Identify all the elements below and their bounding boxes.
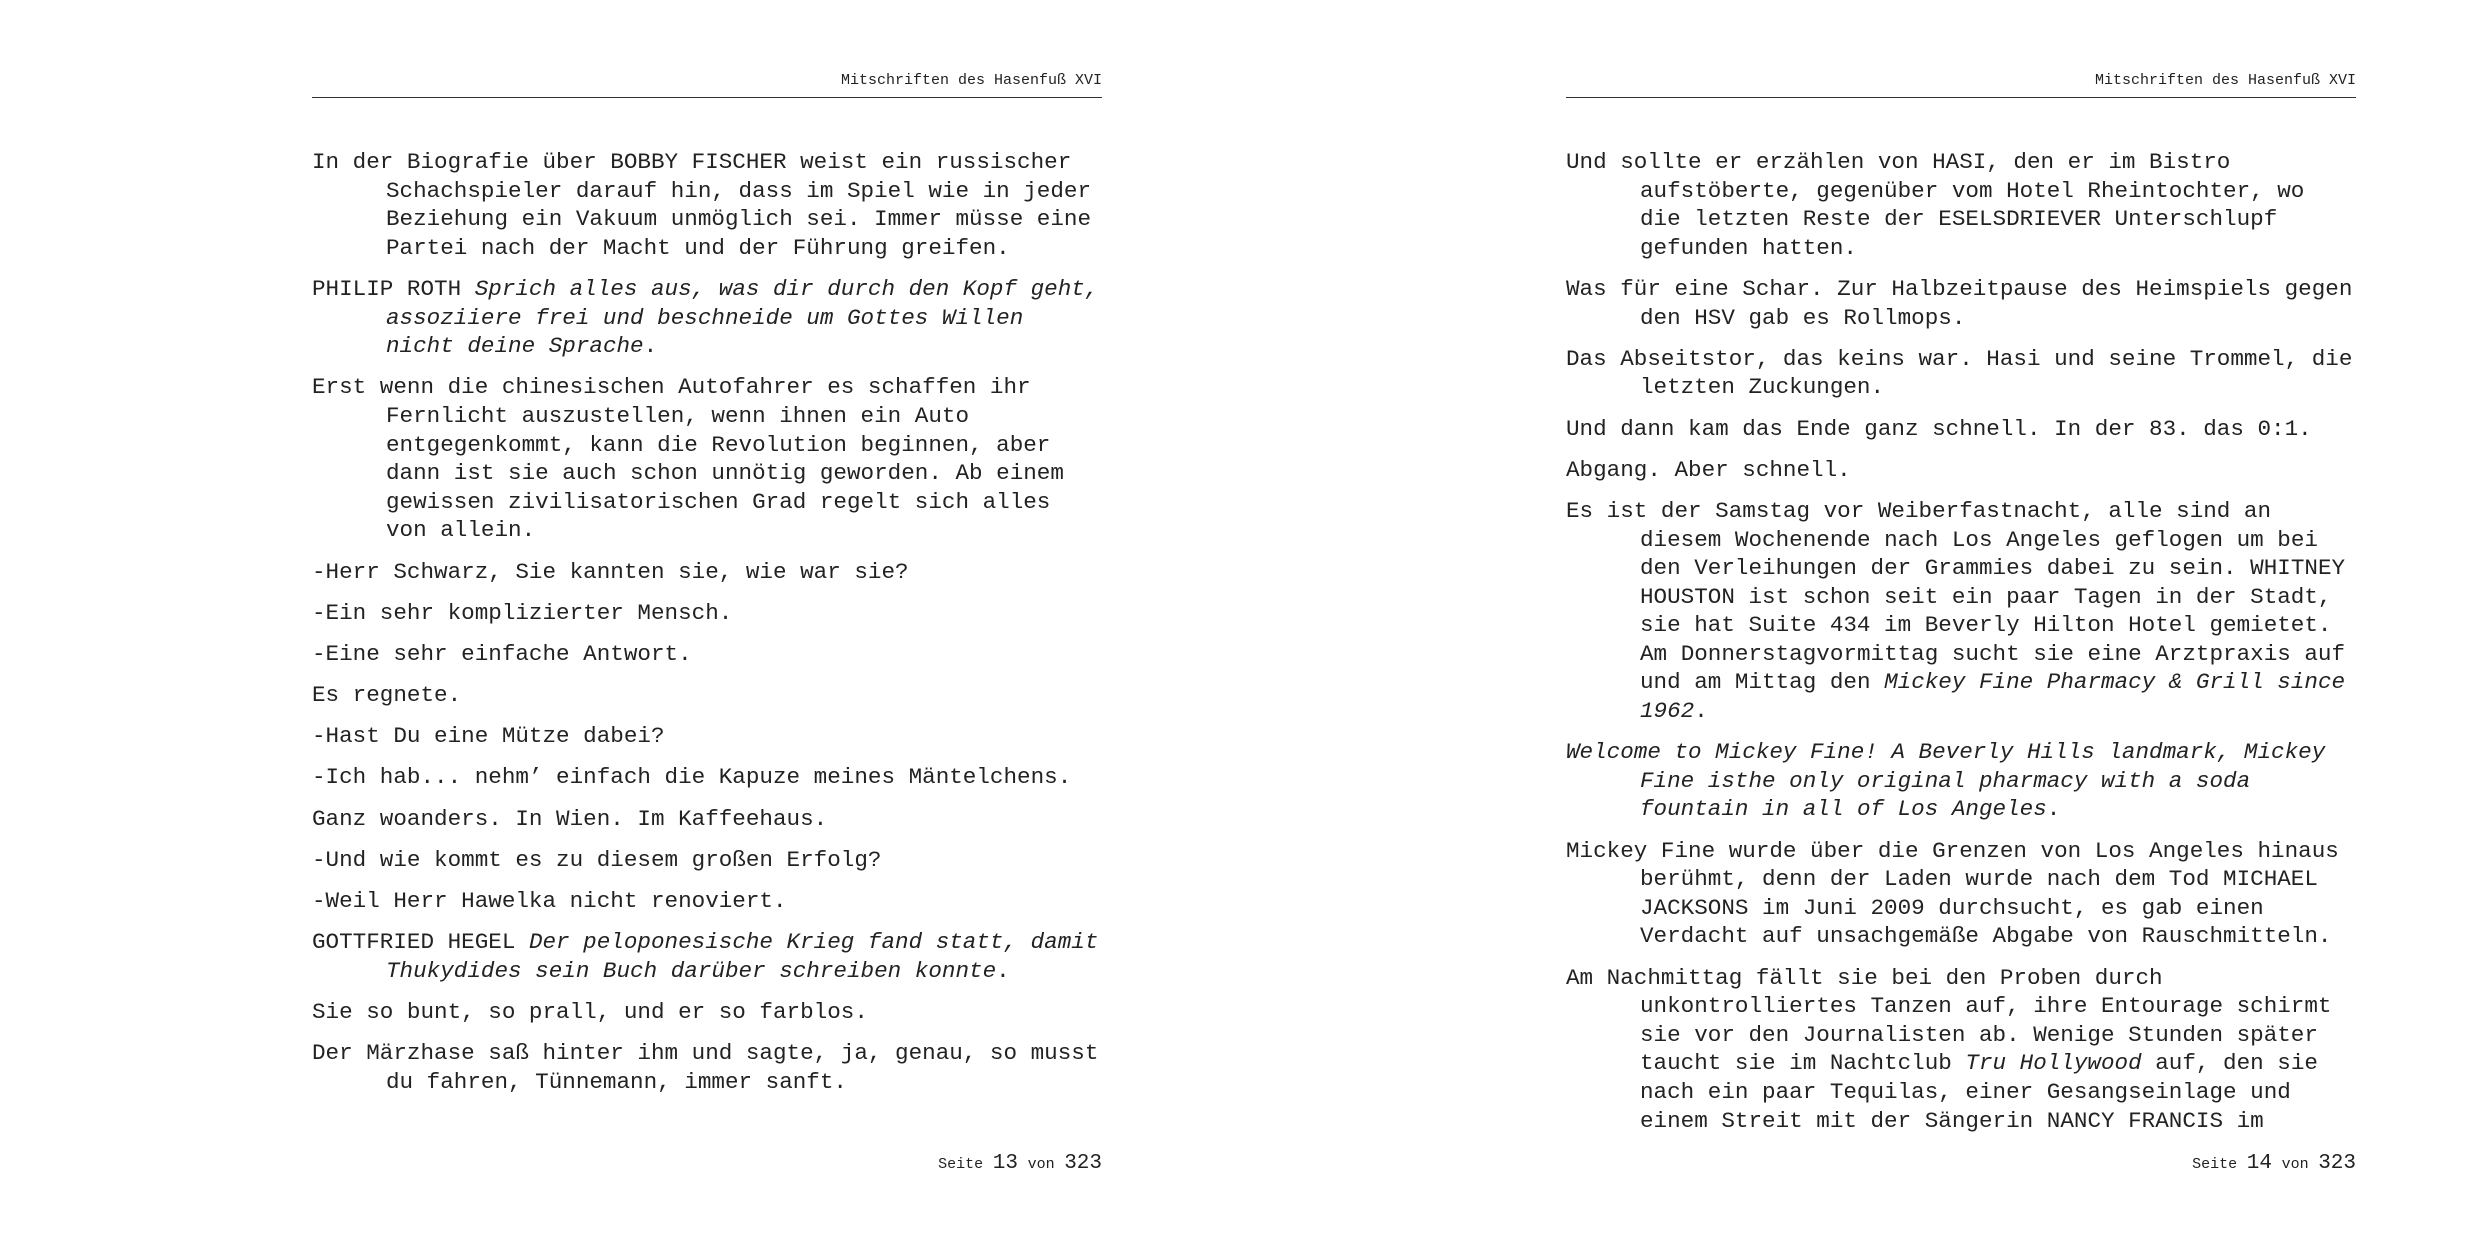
left-page: [312, 0, 1102, 1240]
page-total: 323: [2318, 1152, 2356, 1175]
paragraph: -Weil Herr Hawelka nicht renoviert.: [312, 888, 787, 914]
paragraph: Es ist der Samstag vor Weiberfastnacht, alle sind an diesem Wochenende nach Los Angeles geflogen um bei den Verleihungen der Grammies dabei zu sein. WHITNEY HOUSTON ist schon seit ein paar Tagen in der Stadt, sie hat Suite 434 im Beverly Hilton Hotel gemietet. Am Donnerstagvormittag sucht sie eine Arztpraxis auf und am Mittag den Mickey Fine Pharmacy & Grill since 1962.: [1566, 497, 2346, 725]
paragraph: GOTTFRIED HEGEL Der peloponesische Krieg fand statt, damit Thukydides sein Buch darüber schreiben konnte.: [312, 929, 1099, 984]
running-header: Mitschriften des Hasenfuß XVI: [2094, 72, 2356, 89]
paragraph: Abgang. Aber schnell.: [1566, 456, 1851, 483]
page-total: 323: [1064, 1152, 1102, 1175]
header-rule: [1566, 97, 2356, 98]
right-page: [1566, 0, 2356, 1240]
page-number: 13: [992, 1152, 1018, 1175]
paragraph: In der Biografie über BOBBY FISCHER weist ein russischer Schachspieler darauf hin, dass im Spiel wie in jeder Beziehung ein Vakuum unmöglich sei. Immer müsse eine Partei nach der Macht und der Führung greifen.: [312, 149, 1092, 261]
page-number: 14: [2246, 1152, 2272, 1175]
page-footer: [938, 1152, 1102, 1175]
paragraph: Das Abseitstor, das keins war. Hasi und seine Trommel, die letzten Zuckungen.: [1566, 345, 2353, 401]
paragraph: Sie so bunt, so prall, und er so farblos.: [312, 998, 868, 1025]
running-header: Mitschriften des Hasenfuß XVI: [840, 72, 1102, 89]
paragraph: Und sollte er erzählen von HASI, den er im Bistro aufstöberte, gegenüber vom Hotel Rheintochter, wo die letzten Reste der ESELSDRIEVER Unterschlupf gefunden hatten.: [1566, 149, 2305, 261]
page-body: [1566, 148, 2356, 1148]
paragraph: -Ein sehr komplizierter Mensch.: [312, 599, 733, 626]
paragraph: -Und wie kommt es zu diesem großen Erfolg?: [312, 846, 882, 873]
paragraph: Ganz woanders. In Wien. Im Kaffeehaus.: [312, 805, 828, 832]
page-body: [312, 148, 1102, 1109]
footer-von: von: [2281, 1156, 2309, 1173]
page-footer: [2192, 1152, 2356, 1175]
paragraph: Und dann kam das Ende ganz schnell. In der 83. das 0:1.: [1566, 415, 2312, 442]
paragraph: -Hast Du eine Mütze dabei?: [312, 723, 665, 750]
paragraph: Der Märzhase saß hinter ihm und sagte, ja, genau, so musst du fahren, Tünnemann, immer sanft.: [312, 1040, 1099, 1095]
paragraph: -Eine sehr einfache Antwort.: [312, 640, 692, 667]
footer-seite: Seite: [2192, 1156, 2238, 1173]
paragraph: -Ich hab... nehm’ einfach die Kapuze meines Mäntelchens.: [312, 764, 1072, 791]
paragraph: -Herr Schwarz, Sie kannten sie, wie war sie?: [312, 558, 909, 585]
header-rule: [312, 97, 1102, 98]
paragraph: Es regnete.: [312, 682, 462, 709]
paragraph: Mickey Fine wurde über die Grenzen von Los Angeles hinaus berühmt, denn der Laden wurde nach dem Tod MICHAEL JACKSONS im Juni 2009 durchsucht, es gab einen Verdacht auf unsachgemäße Abgabe von Rauschmitteln.: [1566, 837, 2339, 950]
paragraph: Erst wenn die chinesischen Autofahrer es schaffen ihr Fernlicht auszustellen, wenn ihnen ein Auto entgegenkommt, kann die Revolution beginnen, aber dann ist sie auch schon unnötig geworden. Ab einem gewissen zivilisatorischen Grad regelt sich alles von allein.: [312, 374, 1064, 544]
paragraph: Am Nachmittag fällt sie bei den Proben durch unkontrolliertes Tanzen auf, ihre Entourage schirmt sie vor den Journalisten ab. Wenige Stunden später taucht sie im Nachtclub Tru Hollywood auf, den sie nach ein paar Tequilas, einer Gesangseinlage und einem Streit mit der Sängerin NANCY FRANCIS im: [1566, 964, 2332, 1134]
footer-seite: Seite: [938, 1156, 984, 1173]
paragraph: Was für eine Schar. Zur Halbzeitpause des Heimspiels gegen den HSV gab es Rollmops.: [1566, 275, 2353, 331]
paragraph: PHILIP ROTH Sprich alles aus, was dir durch den Kopf geht, assoziiere frei und beschneide um Gottes Willen nicht deine Sprache.: [312, 275, 1099, 360]
footer-von: von: [1027, 1156, 1055, 1173]
paragraph: Welcome to Mickey Fine! A Beverly Hills landmark, Mickey Fine isthe only original pharmacy with a soda fountain in all of Los Angeles.: [1566, 739, 2326, 823]
